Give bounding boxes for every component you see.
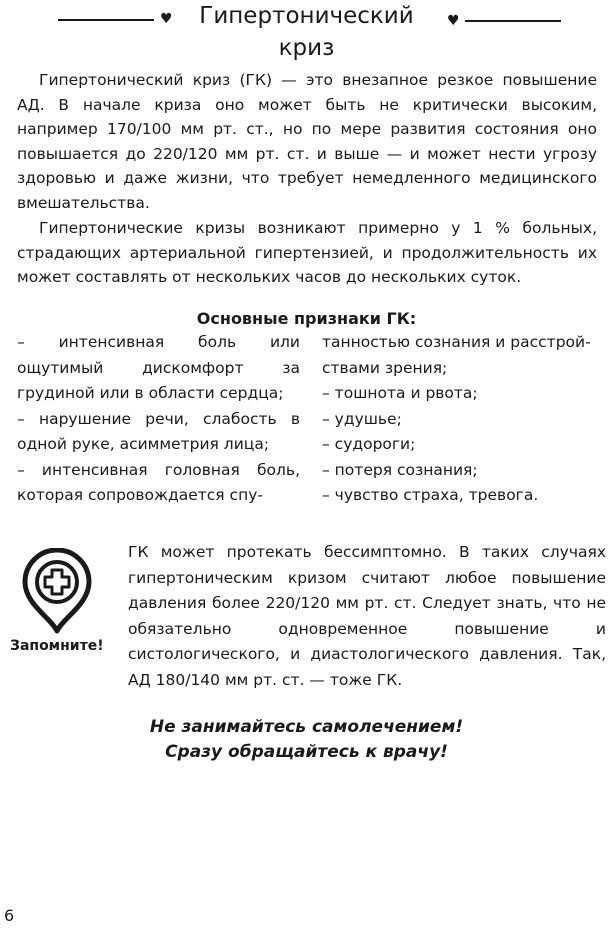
sign-item: – удушье; bbox=[322, 409, 402, 428]
signs-heading: Основные признаки ГК: bbox=[196, 309, 417, 328]
sign-item-continuation: ствами зрения; bbox=[322, 358, 448, 377]
sign-item: – нарушение речи, слабость в одной руке, асимметрия лица; bbox=[17, 409, 300, 453]
title-block bbox=[0, 0, 613, 60]
sign-item: – судороги; bbox=[322, 435, 416, 453]
sign-item: – интенсивная боль или ощутимый дискомфорт за грудиной или в области сердца; bbox=[17, 333, 300, 402]
warning-message bbox=[0, 715, 613, 765]
heart-icon: ♥ bbox=[447, 13, 460, 29]
page-title-line1: Гипертонический bbox=[199, 3, 414, 29]
warning-line-2: Сразу обращайтесь к врачу! bbox=[165, 742, 448, 762]
sign-item: – потеря сознания; bbox=[322, 460, 478, 479]
intro-paragraph-2-text: Гипертонические кризы возникают примерно у 1 % больных, страдающих артериальной гипертензией, и продолжительность их может составлять от нескольких часов до нескольких суток. bbox=[17, 219, 597, 286]
sign-item: – чувство страха, тревога. bbox=[322, 486, 539, 504]
page-title bbox=[0, 0, 613, 64]
heart-icon: ♥ bbox=[160, 11, 173, 27]
page-title-line2: криз bbox=[278, 35, 335, 61]
intro-paragraph-1-text: Гипертонический криз (ГК) — это внезапное резкое повышение АД. В начале криза оно может быть не критически высоким, например 170/100 мм рт. ст., но по мере развития состояния оно повышается до 220/120 мм рт. ст. и выше — и может нести угрозу здоровью и даже жизни, что требует немедленного медицинского вмешательства. bbox=[17, 71, 597, 212]
medical-cross-pin-icon bbox=[15, 548, 99, 634]
page-number: 6 bbox=[4, 906, 15, 925]
sign-item-continuation: танностью сознания и расстрой- bbox=[322, 333, 591, 351]
reminder-text: ГК может протекать бессимптомно. В таких случаях гипертоническим кризом считают любое повышение давления более 220/120 мм рт. ст. Следует знать, что не обязательно одновременное повышение и систологического, и диастологического давления. Так, АД 180/140 мм рт. ст. — тоже ГК. bbox=[128, 543, 606, 689]
signs-right-column bbox=[322, 330, 606, 509]
title-divider-right bbox=[465, 20, 561, 22]
intro-paragraph-1 bbox=[17, 68, 597, 215]
intro-paragraph-2 bbox=[17, 216, 597, 290]
signs-left-column bbox=[17, 330, 300, 509]
sign-item: – интенсивная головная боль, которая сопровождается спу- bbox=[17, 460, 300, 504]
sign-item: – тошнота и рвота; bbox=[322, 384, 478, 402]
warning-line-1: Не занимайтесь самолечением! bbox=[149, 717, 464, 737]
reminder-label: Запомните! bbox=[10, 638, 104, 654]
